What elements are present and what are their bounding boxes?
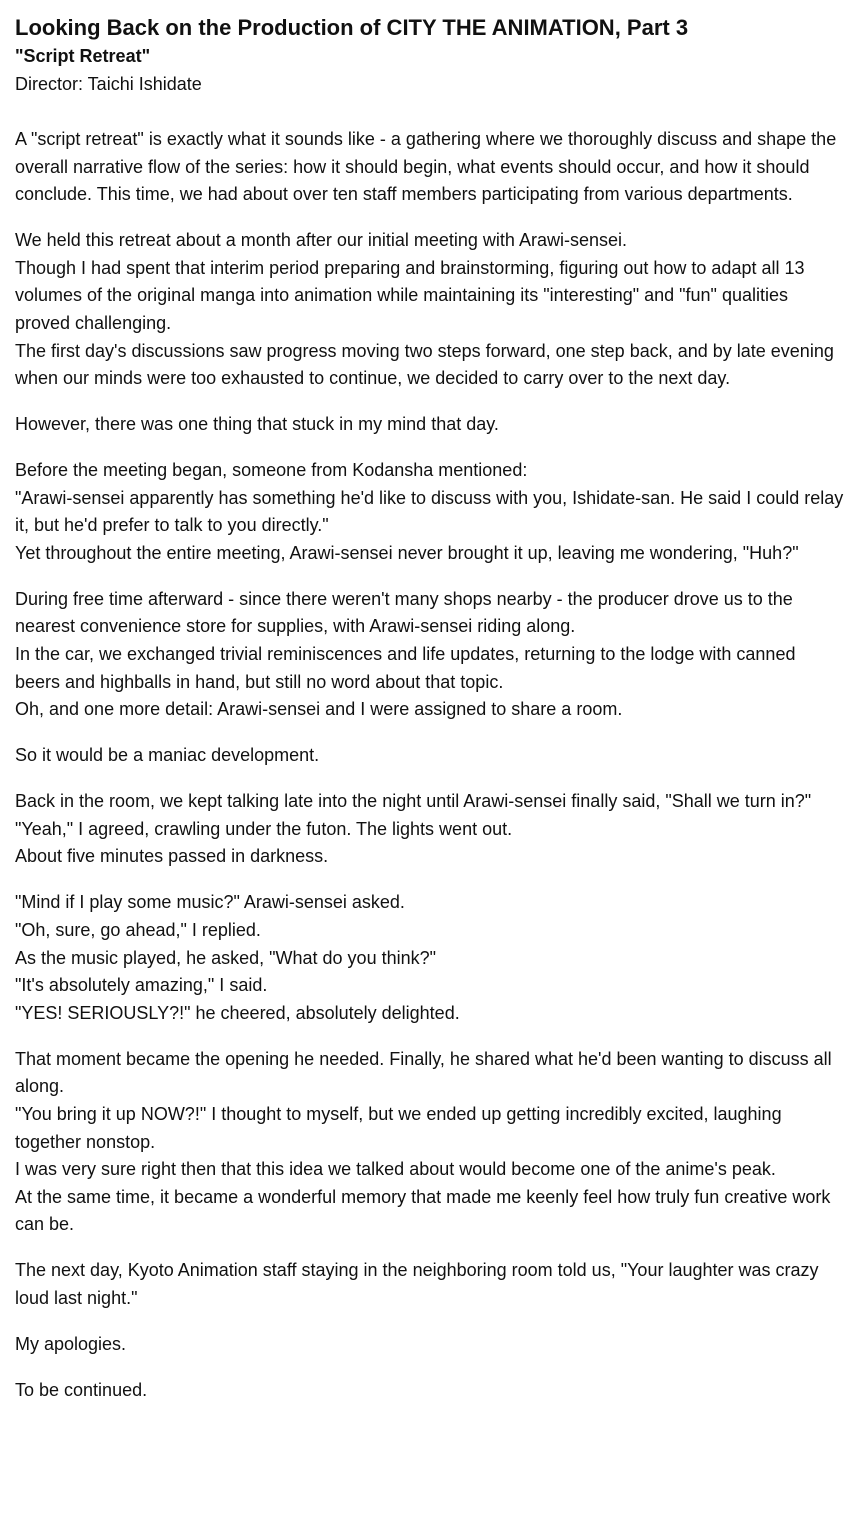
paragraph-line: "It's absolutely amazing," I said. (15, 975, 268, 996)
paragraph-line: The next day, Kyoto Animation staff staying in the neighboring room told us, "Your laughter was crazy loud last night." (15, 1260, 819, 1308)
paragraph-line: In the car, we exchanged trivial reminiscences and life updates, returning to the lodge with canned beers and highballs in hand, but still no word about that topic. (15, 644, 796, 692)
article-subtitle: "Script Retreat" (15, 46, 151, 66)
paragraph (15, 1257, 845, 1312)
paragraph-line: "You bring it up NOW?!" I thought to myself, but we ended up getting incredibly excited, laughing together nonstop. (15, 1103, 782, 1152)
paragraph (15, 126, 845, 209)
paragraph-line: "Arawi-sensei apparently has something he'd like to discuss with you, Ishidate-san. He said I could relay it, but he'd prefer to talk to you directly." (15, 487, 844, 536)
paragraph-line: Before the meeting began, someone from Kodansha mentioned: (15, 460, 528, 481)
paragraph (15, 227, 845, 393)
paragraph-line: So it would be a maniac development. (15, 745, 320, 766)
paragraph-line: At the same time, it became a wonderful memory that made me keenly feel how truly fun creative work can be. (15, 1186, 831, 1235)
paragraph (15, 1377, 845, 1405)
paragraph-line: A "script retreat" is exactly what it sounds like - a gathering where we thoroughly discuss and shape the overall narrative flow of the series: how it should begin, what events should occur, and how it should conclude. This time, we had about over ten staff members participating from various departments. (15, 129, 837, 205)
paragraph-line: However, there was one thing that stuck in my mind that day. (15, 414, 499, 435)
paragraph-line: During free time afterward - since there weren't many shops nearby - the producer drove us to the nearest convenience store for supplies, with Arawi-sensei riding along. (15, 588, 793, 637)
paragraph-line: That moment became the opening he needed. Finally, he shared what he'd been wanting to discuss all along. (15, 1048, 832, 1097)
paragraph (15, 889, 845, 1027)
paragraph-line: The first day's discussions saw progress moving two steps forward, one step back, and by late evening when our minds were too exhausted to continue, we decided to carry over to the next day. (15, 340, 834, 389)
paragraph-line: Back in the room, we kept talking late into the night until Arawi-sensei finally said, "Shall we turn in?" (15, 791, 812, 812)
paragraph (15, 411, 845, 439)
paragraph-line: I was very sure right then that this idea we talked about would become one of the anime's peak. (15, 1159, 776, 1180)
paragraph-line: Oh, and one more detail: Arawi-sensei and I were assigned to share a room. (15, 699, 623, 720)
paragraph-line: "Yeah," I agreed, crawling under the futon. The lights went out. (15, 818, 513, 839)
article-byline: Director: Taichi Ishidate (15, 74, 202, 94)
paragraph-line: Yet throughout the entire meeting, Arawi-sensei never brought it up, leaving me wondering, "Huh?" (15, 542, 799, 563)
paragraph-line: My apologies. (15, 1333, 127, 1354)
article-body (15, 126, 845, 1404)
paragraph (15, 586, 845, 724)
article-title: Looking Back on the Production of CITY THE ANIMATION, Part 3 (15, 15, 689, 40)
paragraph-line: We held this retreat about a month after our initial meeting with Arawi-sensei. (15, 230, 627, 251)
paragraph-line: "YES! SERIOUSLY?!" he cheered, absolutely delighted. (15, 1002, 460, 1023)
paragraph-line: "Mind if I play some music?" Arawi-sensei asked. (15, 892, 405, 913)
paragraph-line: "Oh, sure, go ahead," I replied. (15, 919, 261, 940)
paragraph-line: As the music played, he asked, "What do you think?" (15, 947, 437, 968)
paragraph (15, 457, 845, 567)
paragraph-line: About five minutes passed in darkness. (15, 846, 329, 867)
paragraph (15, 1046, 845, 1239)
paragraph (15, 1331, 845, 1359)
paragraph-line: Though I had spent that interim period preparing and brainstorming, figuring out how to adapt all 13 volumes of the original manga into animation while maintaining its "interesting" and "fun" qualities proved challenging. (15, 257, 805, 333)
paragraph (15, 742, 845, 770)
paragraph (15, 788, 845, 871)
paragraph-line: To be continued. (15, 1379, 148, 1400)
